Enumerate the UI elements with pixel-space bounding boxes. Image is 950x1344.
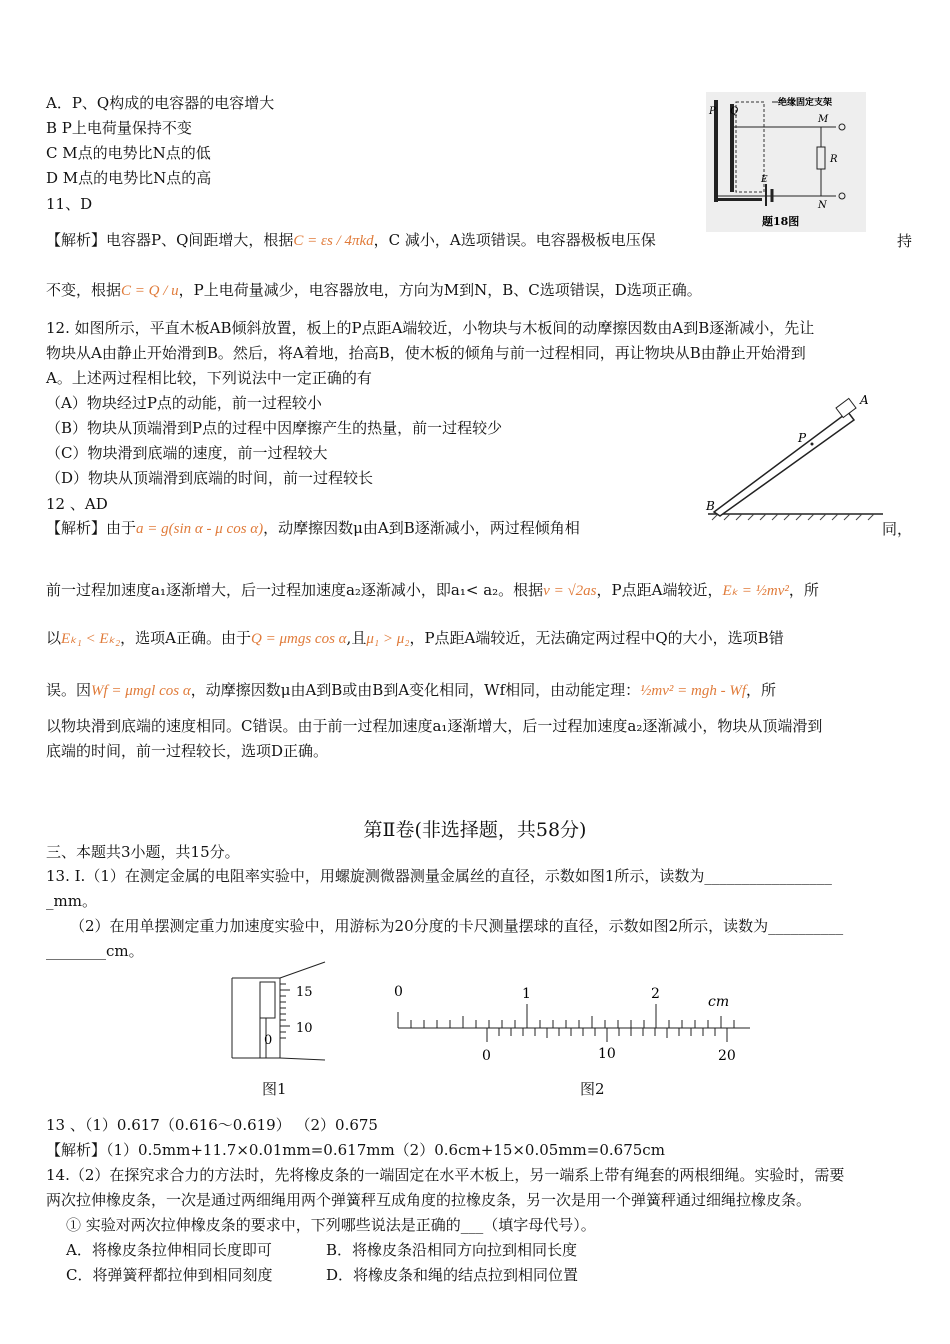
q14-option-c: C．将弹簧秤都拉伸到相同刻度 [66,1266,273,1284]
tick-15: 15 [296,985,313,1000]
micrometer-figure [230,960,330,1065]
label-q: Q [730,106,739,117]
q13-line3: （2）在用单摆测定重力加速度实验中，用游标为20分度的卡尺测量摆球的直径，示数如图2所示，读数为__________ [70,917,844,935]
label-m: M [818,114,829,125]
formula-acceleration: a = g(sin α - μ cos α) [136,521,264,537]
vernier-caliper-figure [390,980,755,1070]
q11-explanation-tail: 持 [896,232,912,250]
label-n: N [818,200,827,211]
capacitor-circuit-figure [706,92,866,232]
label-p: P [798,431,807,445]
vernier-0: 0 [482,1048,491,1064]
fig2-caption: 图2 [580,1080,605,1098]
q14-option-d: D．将橡皮条和绳的结点拉到相同位置 [326,1266,579,1284]
q13-line1: 13. Ⅰ.（1）在测定金属的电阻率实验中，用螺旋测微器测量金属丝的直径，示数如图1所示，读数为_________________ [46,867,832,885]
label-r: R [830,154,838,165]
q12-stem-2: 物块从A由静止开始滑到B。然后，将A着地，抬高B，使木板的倾角与前一过程相同，再让物块从B由静止开始滑到 [46,344,806,362]
q12-explanation-line3: 以Eₖ₁ < Eₖ₂，选项A正确。由于Q = μmgs cos α,且μ₁ > μ₂，P点距A端较近，无法确定两过程中Q的大小，选项B错 [46,629,784,647]
q12-explanation-line1: 【解析】由于a = g(sin α - μ cos α)，动摩擦因数μ由A到B逐渐减小，两过程倾角相 [46,519,580,537]
tick-0: 0 [264,1033,273,1048]
formula-capacitance: C = εs / 4πkd [293,233,374,249]
main-scale-2: 2 [651,986,660,1002]
q13-answer: 13 、（1）0.617（0.616～0.619） （2）0.675 [46,1116,378,1134]
q11-explanation-line2: 不变，根据C = Q / u，P上电荷量减少，电容器放电，方向为M到N，B、C选项错误，D选项正确。 [46,281,702,299]
q11-explanation-line1: 【解析】电容器P、Q间距增大，根据C = εs / 4πkd，C 减小，A选项错误。电容器极板电压保 [46,231,656,249]
q14-line1: 14.（2）在探究求合力的方法时，先将橡皮条的一端固定在水平木板上，另一端系上带有绳套的两根细绳。实验时，需要 [46,1166,845,1184]
vernier-10: 10 [598,1046,616,1062]
label-e: E [761,175,768,185]
q12-explanation-line5: 以物块滑到底端的速度相同。C错误。由于前一过程加速度a₁逐渐增大，后一过程加速度a₂逐渐减小，物块从顶端滑到 [46,717,823,735]
tick-10: 10 [296,1021,313,1036]
formula-ek-compare: Eₖ₁ < Eₖ₂ [61,631,121,647]
q12-explanation-tail: 同， [881,520,912,538]
support-label: 绝缘固定支架 [778,98,833,108]
q12-option-d: （D）物块从顶端滑到底端的时间，前一过程较长 [46,469,374,487]
q14-line2: 两次拉伸橡皮条，一次是通过两细绳用两个弹簧秤互成角度的拉橡皮条，另一次是用一个弹簧秤通过细绳拉橡皮条。 [46,1191,812,1209]
main-scale-1: 1 [522,986,531,1002]
part2-title: 第Ⅱ卷(非选择题，共58分) [363,819,587,841]
main-scale-0: 0 [394,984,403,1000]
q12-answer: 12 、AD [46,495,108,513]
q12-stem-1: 12. 如图所示，平直木板AB倾斜放置，板上的P点距A端较近，小物块与木板间的动摩擦因数由A到B逐渐减小，先让 [46,319,815,337]
formula-capacitance-q: C = Q / u [121,283,179,299]
formula-work-friction: Wf = μmgl cos α [91,683,191,699]
q13-line4: ________cm。 [46,942,144,960]
fig1-caption: 图1 [262,1080,287,1098]
unit-label: cm [708,994,730,1010]
formula-heat: Q = μmgs cos α [251,631,347,647]
formula-energy-theorem: ½mv² = mgh - Wf [640,683,746,699]
label-p: P [709,106,716,117]
q12-option-c: （C）物块滑到底端的速度，前一过程较大 [46,444,328,462]
q14-option-b: B．将橡皮条沿相同方向拉到相同长度 [326,1241,578,1259]
section-heading: 三、本题共3小题，共15分。 [46,843,240,861]
q11-answer: 11、D [46,195,93,213]
q12-explanation-line4: 误。因Wf = μmgl cos α，动摩擦因数μ由A到B或由B到A变化相同，Wf相同，由动能定理：½mv² = mgh - Wf，所 [46,681,777,699]
vernier-20: 20 [718,1048,736,1064]
q11-option-d: D M点的电势比N点的高 [46,169,212,187]
q11-option-b: B P上电荷量保持不变 [46,119,192,137]
label-a: A [860,393,869,407]
q12-explanation-line2: 前一过程加速度a₁逐渐增大，后一过程加速度a₂逐渐减小，即a₁< a₂。根据v = √2as，P点距A端较近，Eₖ = ½mv²，所 [46,581,819,599]
q12-option-b: （B）物块从顶端滑到P点的过程中因摩擦产生的热量，前一过程较少 [46,419,503,437]
q11-option-c: C M点的电势比N点的低 [46,144,211,162]
q12-option-a: （A）物块经过P点的动能，前一过程较小 [46,394,322,412]
incline-board-figure [698,392,888,522]
figure-caption: 题18图 [762,215,800,228]
q11-option-a: A．P、Q构成的电容器的电容增大 [46,94,275,112]
q12-stem-3: A。上述两过程相比较，下列说法中一定正确的有 [46,369,372,387]
q14-option-a: A．将橡皮条拉伸相同长度即可 [66,1241,272,1259]
q12-explanation-line6: 底端的时间，前一过程较长，选项D正确。 [46,742,329,760]
label-b: B [706,499,715,513]
q14-line3: ① 实验对两次拉伸橡皮条的要求中，下列哪些说法是正确的___（填字母代号）。 [66,1216,596,1234]
q13-line2: _mm。 [46,892,97,910]
q13-explanation: 【解析】（1）0.5mm+11.7×0.01mm=0.617mm（2）0.6cm+15×0.05mm=0.675cm [46,1141,665,1159]
formula-kinetic-energy: Eₖ = ½mv² [722,583,789,599]
formula-mu-compare: μ₁ > μ₂ [366,631,410,647]
formula-velocity: v = √2as [543,583,597,599]
